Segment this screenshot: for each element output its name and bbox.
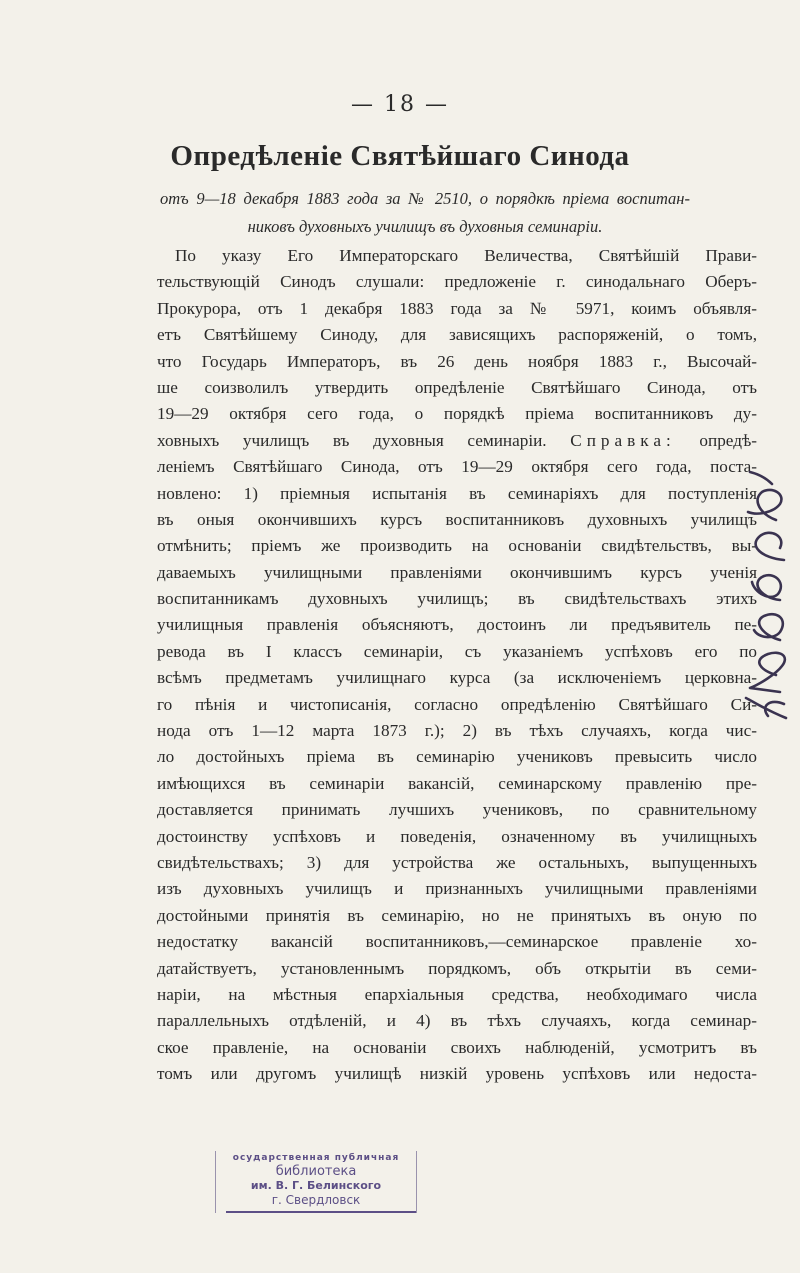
text-line: датайствуетъ, установленнымъ порядкомъ, объ открытіи въ семи- [157, 958, 757, 978]
text-line: что Государь Императоръ, въ 26 день ноября 1883 г., Высочай- [157, 351, 757, 371]
body-text [157, 243, 757, 1088]
document-title: Опредѣленіе Святѣйшаго Синода [170, 140, 630, 172]
text-line: отмѣнить; пріемъ же производить на основаніи свидѣтельствъ, вы- [157, 536, 757, 556]
text-line: изъ духовныхъ училищъ и признанныхъ училищными правленіями [157, 879, 757, 899]
text-line: наріи, на мѣстныя епархіальныя средства, необходимаго числа [157, 984, 757, 1004]
text-line: ло достойныхъ пріема въ семинарію учениковъ превысить число [157, 747, 757, 767]
text-line: недостатку вакансій воспитанниковъ,—семинарское правленіе хо- [157, 932, 757, 952]
text-line: параллельныхъ отдѣленій, и 4) въ тѣхъ случаяхъ, когда семинар- [157, 1011, 757, 1031]
text-line: достойными принятія въ семинарію, но не принятыхъ въ оную по [157, 905, 757, 925]
text-line: достоинству успѣховъ и поведенія, означенному въ училищныхъ [157, 826, 757, 846]
text-line: По указу Его Императорскаго Величества, Святѣйшій Прави- [175, 246, 757, 265]
stamp-line-2: библиотека [275, 1164, 357, 1179]
document-subtitle [160, 185, 690, 241]
text-line: въ оныя окончившихъ курсъ воспитанниковъ духовныхъ училищъ [157, 509, 757, 529]
page-number: — 18 — [351, 92, 449, 117]
text-line: етъ Святѣйшему Синоду, для зависящихъ распоряженій, о томъ, [157, 325, 757, 345]
spravka-word: Справка: [570, 430, 676, 450]
stamp-line-4: г. Свердловск [271, 1193, 361, 1207]
text-line: училищныя правленія объясняютъ, достоинъ ли предъявитель пе- [157, 615, 757, 635]
text-line: даваемыхъ училищными правленіями окончившимъ курсъ ученія [157, 562, 757, 582]
handwritten-inventory-number [736, 470, 800, 730]
text-line: всѣмъ предметамъ училищнаго курса (за исключеніемъ церковна- [157, 668, 757, 688]
subtitle-line-1: отъ 9—18 декабря 1883 года за № 2510, о порядкѣ пріема воспитан- [160, 189, 690, 208]
text-line: нода отъ 1—12 марта 1873 г.); 2) въ тѣхъ случаяхъ, когда чис- [157, 721, 757, 741]
text-line: ское правленіе, на основаніи своихъ наблюденій, усмотритъ въ [157, 1037, 757, 1057]
text-line-spravka [157, 428, 757, 454]
library-stamp [215, 1151, 417, 1213]
text-line: имѣющихся въ семинаріи вакансій, семинарскому правленію пре- [157, 773, 757, 793]
text-line: воспитанникамъ духовныхъ училищъ; въ свидѣтельствахъ этихъ [157, 589, 757, 609]
stamp-underline [226, 1211, 416, 1213]
text-line: 19—29 октября сего года, о порядкѣ пріема воспитанниковъ ду- [157, 404, 757, 424]
text-line: ревода въ I классъ семинаріи, съ указаніемъ успѣховъ его по [157, 641, 757, 661]
text-line: Прокурора, отъ 1 декабря 1883 года за № 5971, коимъ объявля- [157, 298, 757, 318]
text-line: го пѣнія и чистописанія, согласно опредѣленію Святѣйшаго Си- [157, 694, 757, 714]
stamp-line-1: осударственная публичная [232, 1153, 400, 1163]
text-line: леніемъ Святѣйшаго Синода, отъ 19—29 октября сего года, поста- [157, 457, 757, 477]
text-line: тельствующій Синодъ слушали: предложеніе г. синодальнаго Оберъ- [157, 272, 757, 292]
text-line: доставляется принимать лучшихъ учениковъ, по сравнительному [157, 800, 757, 820]
text-line: ше соизволилъ утвердить опредѣленіе Святѣйшаго Синода, отъ [157, 377, 757, 397]
stamp-line-3: им. В. Г. Белинского [250, 1179, 382, 1192]
text-line: новлено: 1) пріемныя испытанія въ семинаріяхъ для поступленія [157, 483, 757, 503]
text-line-part: ховныхъ училищъ въ духовныя семинаріи. [157, 430, 547, 450]
text-line: свидѣтельствахъ; 3) для устройства же остальныхъ, выпущенныхъ [157, 852, 757, 872]
text-line: томъ или другомъ училищѣ низкій уровень успѣховъ или недоста- [157, 1064, 757, 1084]
text-line-part: опредѣ- [699, 430, 758, 450]
subtitle-line-2: никовъ духовныхъ училищъ въ духовныя семинаріи. [247, 217, 603, 236]
